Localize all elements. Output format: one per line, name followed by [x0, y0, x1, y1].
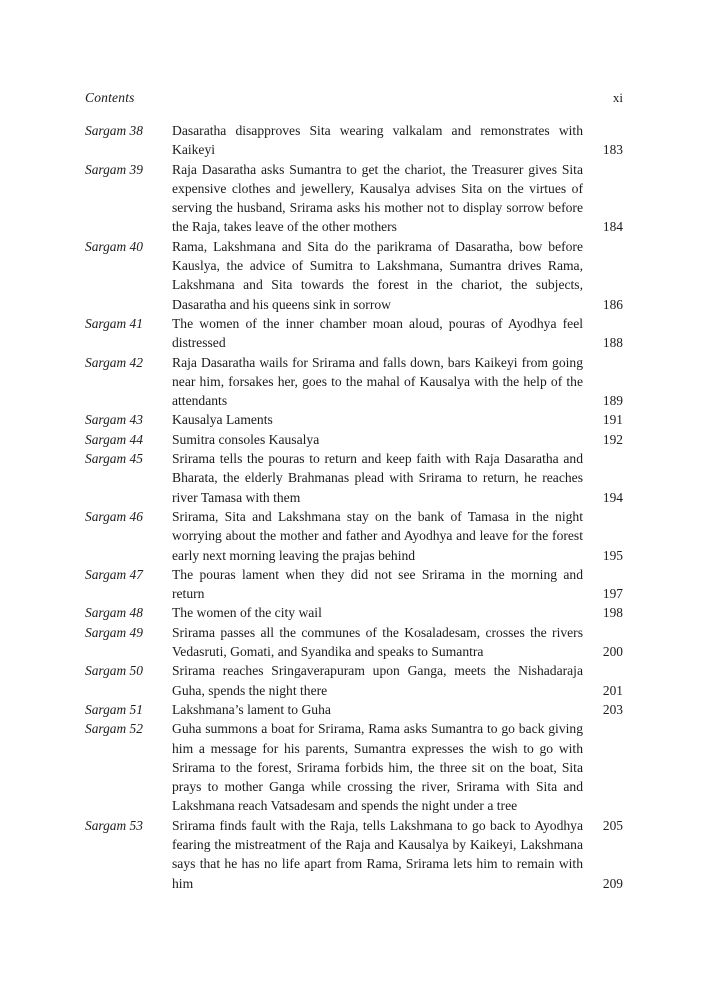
toc-entry-page-number: 188: [602, 335, 623, 351]
toc-entry-page-number: 194: [602, 489, 623, 505]
toc-entry-description: Srirama, Sita and Lakshmana stay on the bank of Tamasa in the night worrying about the mother and father and Ayodhya and leave for the forest early next morning leaving the prajas behind: [172, 508, 583, 563]
toc-entry-page-number: 183: [602, 142, 623, 158]
toc-entry-description: Raja Dasaratha asks Sumantra to get the chariot, the Treasurer gives Sita expensive clothes and jewellery, Kausalya advises Sita on the virtues of serving the husband, Srirama asks his mother not to display sorrow before the Raja, takes leave of the other mothers: [172, 161, 583, 235]
toc-entry-page-number: 205: [602, 817, 623, 833]
toc-entry[interactable]: [85, 430, 623, 449]
toc-entry-page-number: 186: [602, 296, 623, 312]
toc-entry[interactable]: [85, 160, 623, 237]
toc-entry-description: Sumitra consoles Kausalya: [172, 431, 320, 447]
toc-entry-label: Sargam 52: [85, 721, 143, 737]
toc-entry-description: Rama, Lakshmana and Sita do the parikrama of Dasaratha, bow before Kauslya, the advice of Sumitra to Lakshmana, Sumantra drives Rama, Lakshmana and Sita towards the forest in the chariot, the subjects, Dasaratha and his queens sink in sorrow: [172, 238, 583, 312]
toc-entry-label: Sargam 45: [85, 451, 143, 467]
toc-entry-page-number: 189: [602, 393, 623, 409]
toc-entry-label: Sargam 40: [85, 238, 143, 254]
toc-entry[interactable]: [85, 507, 623, 565]
toc-entry[interactable]: [85, 565, 623, 604]
toc-entry-label: Sargam 39: [85, 161, 143, 177]
toc-entry-description: Srirama passes all the communes of the Kosaladesam, crosses the rivers Vedasruti, Gomati, and Syandika and speaks to Sumantra: [172, 624, 583, 660]
toc-entry-page-number: 184: [602, 219, 623, 235]
toc-entry-label: Sargam 46: [85, 508, 143, 524]
toc-entry-label: Sargam 51: [85, 701, 143, 717]
toc-entry-label: Sargam 43: [85, 412, 143, 428]
toc-entry[interactable]: [85, 314, 623, 353]
toc-entry[interactable]: [85, 121, 623, 160]
toc-entry[interactable]: [85, 816, 623, 893]
toc-entry-label: Sargam 38: [85, 123, 143, 138]
toc-entry-description: Srirama finds fault with the Raja, tells Lakshmana to go back to Ayodhya fearing the mistreatment of the Raja and Kausalya by Kaikeyi, Lakshmana says that he has no life apart from Rama, Srirama lets him to remain with him: [172, 817, 583, 891]
toc-entry-description: Dasaratha disapproves Sita wearing valkalam and remonstrates with Kaikeyi: [172, 123, 583, 158]
toc-entry-page-number: 209: [602, 875, 623, 891]
toc-entry[interactable]: [85, 623, 623, 662]
toc-entry-description: Raja Dasaratha wails for Srirama and falls down, bars Kaikeyi from going near him, forsakes her, goes to the mahal of Kausalya with the help of the attendants: [172, 354, 583, 409]
toc-entry-page-number: 198: [602, 605, 623, 621]
toc-entry[interactable]: [85, 237, 623, 314]
toc-entry-label: Sargam 42: [85, 354, 143, 370]
toc-entry[interactable]: [85, 353, 623, 411]
toc-entry-label: Sargam 50: [85, 663, 143, 679]
running-head-folio: xi: [612, 90, 623, 105]
toc-entry-label: Sargam 48: [85, 605, 143, 621]
running-head: [85, 90, 623, 106]
toc-entry-description: Srirama tells the pouras to return and keep faith with Raja Dasaratha and Bharata, the elderly Brahmanas plead with Srirama to return, he reaches river Tamasa with them: [172, 451, 583, 505]
toc-entry-page-number: 192: [602, 431, 623, 447]
toc-entry-label: Sargam 44: [85, 431, 143, 447]
toc-entry-description: Lakshmana’s lament to Guha: [172, 701, 331, 717]
toc-entry-page-number: 191: [602, 412, 623, 428]
toc-entry-description: The pouras lament when they did not see Srirama in the morning and return: [172, 566, 583, 602]
running-head-title: Contents: [85, 90, 135, 105]
toc-entry-page-number: 200: [602, 644, 623, 660]
toc-entry[interactable]: [85, 410, 623, 429]
toc-entry[interactable]: [85, 603, 623, 622]
toc-entry-page-number: 203: [602, 701, 623, 717]
toc-entry[interactable]: [85, 661, 623, 700]
toc-entry[interactable]: [85, 449, 623, 507]
toc-entry-page-number: 195: [602, 547, 623, 563]
toc-entry-description: The women of the inner chamber moan aloud, pouras of Ayodhya feel distressed: [172, 315, 583, 351]
toc-entry-label: Sargam 41: [85, 315, 143, 331]
toc-entry-page-number: 201: [602, 682, 623, 698]
toc-entry-label: Sargam 47: [85, 566, 143, 582]
toc-entry-label: Sargam 53: [85, 817, 143, 833]
toc-entry-description: Guha summons a boat for Srirama, Rama asks Sumantra to go back giving him a message for his parents, Sumantra expresses the wish to go with Srirama to the forest, Srirama forbids him, the three sit on the boat, Sita prays to mother Ganga while crossing the river, Srirama with Sita and Lakshmana reach Vatsadesam and spends the night under a tree: [172, 721, 583, 814]
toc-entry-description: Kausalya Laments: [172, 412, 273, 428]
toc-entry-description: Srirama reaches Sringaverapuram upon Ganga, meets the Nishadaraja Guha, spends the night there: [172, 663, 583, 698]
toc-entry[interactable]: [85, 700, 623, 719]
toc-entry-label: Sargam 49: [85, 624, 143, 640]
table-of-contents: [85, 121, 623, 893]
toc-entry-page-number: 197: [602, 586, 623, 602]
toc-entry-description: The women of the city wail: [172, 605, 322, 621]
